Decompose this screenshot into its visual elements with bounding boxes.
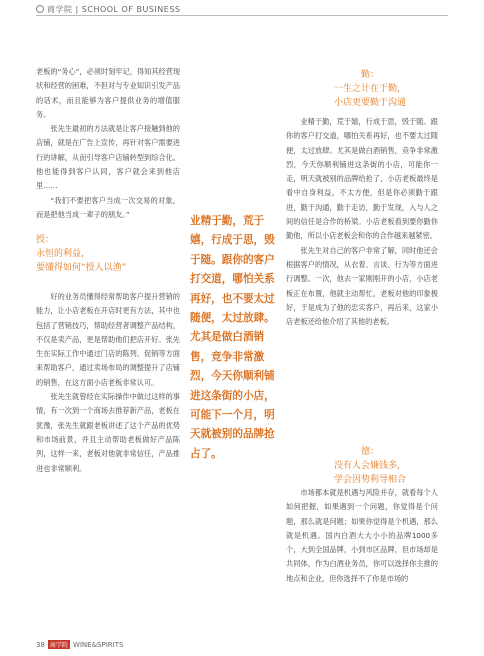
paragraph: 张先生对自己的客户非常了解，同时他还会根据客户的情况，从衣着、言谈、行为等方面进行调整。一次，他去一家刚刚开的小店，小店老板正在布置，他就主动帮忙，老板对他的印象极好，于是成为了他的忠实客户，再后来，这家小店老板还给他介绍了其他的老板。 [286,245,438,327]
section-header [36,4,180,15]
subheading-line: 要懂得如何“授人以渔” [36,263,127,273]
subheading-line: 一生之计在于勤， [333,84,406,94]
page-footer [36,640,123,649]
header-label: 商学院 | SCHOOL OF BUSINESS [47,5,181,14]
circle-icon [36,5,44,13]
subheading-diligence [300,68,440,110]
subheading-teach [36,233,180,275]
paragraph: 业精于勤，荒于嬉，行成于思，毁于随。跟你的客户打交道，哪怕关系再好，也不要太过随便，太过放肆。尤其是做白酒销售，竞争非常激烈，今天你顺利铺进这条街的小店，可能你一走，明天就被别的品牌给抢了，小店老板最终是看中自身利益，不太方便，但是你必须勤于跟进，勤于沟通，勤于走访，勤于发现，入与人之间的信任是合作的桥梁。小店老板看到要你勤你勤他，所以小店老板会和你的合作越来越紧密。 [286,117,438,241]
paragraph: 好的业务员懂得经常帮助客户提升营销的能力，让小店老板在开店时更有方法，其中也包括了营销技巧，帮助经营者调整产品结构，不仅是卖产品，更是帮助他们把店开好。张先生在实际工作中通过门店的陈列、促销等方面来帮助客户，通过卖场布局的调整提升了店铺的销售，在这方面小店老板非常认可。 [36,292,180,387]
paragraph: “我们不要把客户当成一次交易的对象，而是把他当成一辈子的朋友。” [36,195,180,219]
subheading-line: 学会因势利导相合 [333,475,406,485]
subheading-line: 德： [360,447,379,457]
subheading-virtue [300,445,440,487]
header-divider [36,15,448,16]
paragraph: 张先生就曾经在实际操作中做过这样的事情，有一次到一个商场去推荐新产品，老板在犹豫，张先生就跟老板讲述了这个产品的优势和市场前景，并且主动帮助老板做好产品陈列，这样一来，老板对他就非常信任，产品推进也非常顺利。 [36,392,180,473]
subheading-line: 小店更要勤于沟通 [333,98,406,108]
column-left-bottom [36,290,180,476]
column-left-top [36,65,180,222]
subheading-line: 永恒的利益， [36,249,91,259]
subheading-line: 授： [36,235,55,245]
page-number: 38 [36,641,45,649]
paragraph: 市场都本就是机遇与风险并存，就看每个人如何把握，如果遇到一个问题，你觉得是个问题，那么就是问题；如果你觉得是个机遇，那么就是机遇。国内白酒大大小小的品牌1000多个，大到全国品牌，小到市区品牌，但市场却是共同体，作为白酒业务员，你可以选择你主推的地点和企业，但你选择不了你是市场的 [286,488,438,583]
paragraph: 老板的“务心”，必须时刻牢记，得知其经营现状和经营的困难，不但对与专业知识引发产品的话术，而且能够为客户提供业务的增值服务。 [36,67,181,119]
pull-quote: 业精于勤，荒于嬉，行成于思，毁于随。跟你的客户打交道，哪怕关系再好，也不要太过随便，太过放肆。尤其是做白酒销售，竞争非常激烈，今天你顺利铺进这条街的小店，可能下一个月，明天就被别的品牌抢占了。 [190,215,275,460]
subheading-line: 没有人会嫌钱多， [333,461,406,471]
footer-badge: 商学院 [49,642,68,649]
column-right-bottom [286,486,438,586]
column-right-top [286,115,438,329]
magazine-brand: WINE&SPIRITS [72,641,124,649]
paragraph: 张先生最初的方法就是让客户接触到他的店铺，就是在广告上宣传，再针对客户需要进行的讲解，从而引导客户店铺转型到综合化。他也能得到客户认同，客户就会来到他店里…… [36,124,180,191]
subheading-line: 勤： [360,70,379,80]
